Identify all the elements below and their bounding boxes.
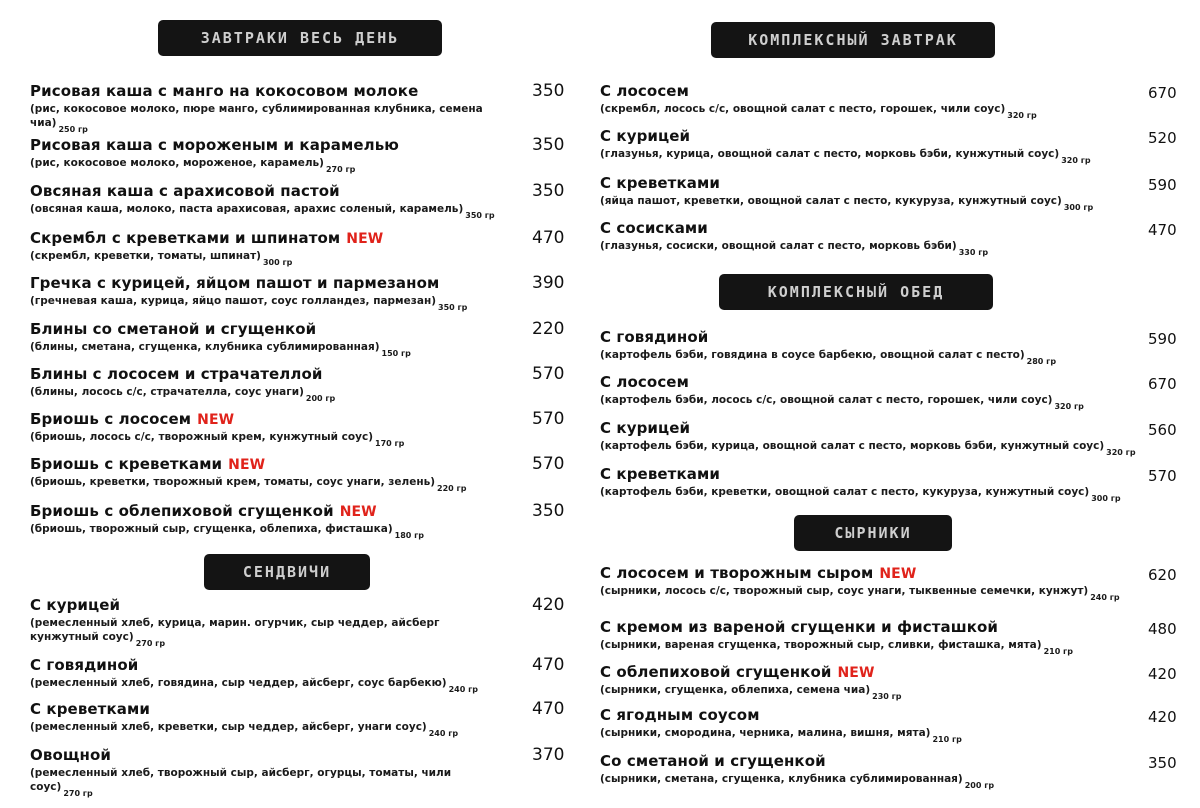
item-name-text: Бриошь с облепиховой сгущенкой [30, 502, 334, 520]
item-ingredients: (ремесленный хлеб, творожный сыр, айсберг, огурцы, томаты, чили соус) [30, 767, 452, 793]
item-name [600, 465, 720, 483]
item-weight: 330 гр [958, 248, 989, 257]
item-name [30, 365, 322, 383]
item-description [30, 294, 500, 315]
item-name-text: Рисовая каша с манго на кокосовом молоке [30, 82, 419, 100]
item-ingredients: (сырники, сметана, сгущенка, клубника сублимированная) [600, 773, 963, 785]
item-description [600, 439, 1140, 460]
item-weight: 350 гр [465, 211, 495, 220]
item-name [600, 663, 875, 681]
item-description [600, 485, 1140, 506]
item-ingredients: (ремесленный хлеб, креветки, сыр чеддер, айсберг, унаги соус) [30, 721, 427, 733]
item-description [30, 430, 500, 451]
item-price: 420 [1148, 665, 1177, 683]
item-price: 670 [1148, 84, 1177, 102]
item-weight: 280 гр [1026, 357, 1057, 366]
item-price: 420 [532, 595, 565, 615]
item-price: 220 [532, 319, 565, 339]
item-description [600, 584, 1140, 605]
item-weight: 210 гр [932, 735, 962, 744]
item-description [30, 156, 500, 177]
item-name [30, 455, 265, 473]
item-ingredients: (яйца пашот, креветки, овощной салат с песто, кукуруза, кунжутный соус) [600, 195, 1062, 207]
item-ingredients: (сырники, сгущенка, облепиха, семена чиа) [600, 684, 871, 696]
item-description [600, 102, 1140, 123]
item-ingredients: (сырники, лосось с/с, творожный сыр, соус унаги, тыквенные семечки, кунжут) [600, 585, 1089, 597]
item-ingredients: (бриошь, креветки, творожный крем, томаты, соус унаги, зелень) [30, 476, 436, 488]
item-ingredients: (глазунья, сосиски, овощной салат с песто, морковь бэби) [600, 240, 957, 252]
item-name [30, 656, 138, 674]
item-price: 590 [1148, 176, 1177, 194]
item-price: 350 [532, 501, 565, 521]
item-name-text: С сосисками [600, 219, 708, 237]
item-name [30, 136, 399, 154]
item-name-text: Блины с лососем и страчателлой [30, 365, 323, 383]
item-price: 470 [532, 699, 565, 719]
item-name-text: С лососем [600, 373, 689, 391]
item-weight: 300 гр [262, 258, 293, 267]
item-weight: 320 гр [1106, 448, 1136, 457]
section-header-sandwiches: СЕНДВИЧИ [204, 554, 370, 590]
item-name [600, 419, 690, 437]
item-name-text: С лососем [600, 82, 689, 100]
item-weight: 220 гр [437, 484, 467, 493]
item-price: 420 [1148, 708, 1177, 726]
item-name [30, 274, 439, 292]
item-ingredients: (гречневая каша, курица, яйцо пашот, соус голландез, пармезан) [30, 295, 436, 307]
item-description [30, 522, 500, 543]
item-ingredients: (сырники, смородина, черника, малина, вишня, мята) [600, 727, 931, 739]
item-weight: 270 гр [63, 789, 93, 798]
item-name [30, 502, 377, 520]
item-name-text: С курицей [600, 419, 691, 437]
item-weight: 210 гр [1043, 647, 1073, 656]
item-description [600, 726, 1140, 747]
item-name-text: Овсяная каша с арахисовой пастой [30, 182, 340, 200]
item-weight: 350 гр [438, 303, 468, 312]
item-price: 570 [532, 364, 565, 384]
item-ingredients: (блины, лосось с/с, страчателла, соус унаги) [30, 386, 304, 398]
item-ingredients: (картофель бэби, курица, овощной салат с песто, морковь бэби, кунжутный соус) [600, 440, 1105, 452]
item-description [30, 340, 500, 361]
item-name-text: С говядиной [600, 328, 709, 346]
item-name-text: Гречка с курицей, яйцом пашот и пармезаном [30, 274, 440, 292]
item-price: 390 [532, 273, 565, 293]
item-name [600, 706, 760, 724]
item-price: 570 [1148, 467, 1177, 485]
item-name [600, 618, 998, 636]
section-header-combo-breakfast: КОМПЛЕКСНЫЙ ЗАВТРАК [711, 22, 995, 58]
item-weight: 170 гр [375, 439, 405, 448]
item-weight: 200 гр [964, 781, 995, 790]
item-description [30, 616, 500, 651]
item-name [600, 373, 689, 391]
item-name-text: С креветками [30, 700, 150, 718]
item-description [600, 393, 1140, 414]
item-ingredients: (картофель бэби, говядина в соусе барбекю, овощной салат с песто) [600, 349, 1025, 361]
new-badge: NEW [197, 412, 235, 428]
item-price: 470 [532, 228, 565, 248]
item-description [600, 638, 1140, 659]
item-price: 350 [532, 181, 565, 201]
item-ingredients: (картофель бэби, лосось с/с, овощной салат с песто, горошек, чили соус) [600, 394, 1053, 406]
item-ingredients: (бриошь, творожный сыр, сгущенка, облепиха, фисташка) [30, 523, 393, 535]
item-price: 620 [1148, 566, 1177, 584]
section-header-combo-lunch: КОМПЛЕКСНЫЙ ОБЕД [719, 274, 993, 310]
item-name [600, 328, 708, 346]
new-badge: NEW [339, 504, 377, 520]
item-name [30, 320, 316, 338]
item-price: 570 [532, 454, 565, 474]
item-name [30, 700, 150, 718]
item-name [30, 82, 418, 100]
item-name-text: С креветками [600, 465, 720, 483]
item-description [600, 239, 1140, 260]
item-name-text: С ягодным соусом [600, 706, 760, 724]
item-name [600, 174, 720, 192]
item-ingredients: (ремесленный хлеб, говядина, сыр чеддер, айсберг, соус барбекю) [30, 677, 447, 689]
item-name [30, 229, 383, 247]
item-price: 560 [1148, 421, 1177, 439]
item-name-text: Бриошь с лососем [30, 410, 192, 428]
item-name [30, 410, 234, 428]
item-price: 350 [1148, 754, 1177, 772]
item-description [30, 202, 500, 223]
item-price: 470 [532, 655, 565, 675]
item-weight: 180 гр [394, 531, 425, 540]
item-name [600, 752, 826, 770]
item-name-text: С креветками [600, 174, 720, 192]
new-badge: NEW [228, 457, 266, 473]
item-ingredients: (глазунья, курица, овощной салат с песто, морковь бэби, кунжутный соус) [600, 148, 1060, 160]
item-description [30, 720, 500, 741]
item-description [30, 385, 500, 406]
item-description [30, 766, 500, 801]
item-name-text: С облепиховой сгущенкой [600, 663, 832, 681]
new-badge: NEW [837, 665, 875, 681]
item-price: 670 [1148, 375, 1177, 393]
item-description [600, 348, 1140, 369]
item-weight: 270 гр [325, 165, 356, 174]
new-badge: NEW [879, 566, 917, 582]
item-description [600, 772, 1140, 793]
item-description [600, 683, 1140, 704]
item-description [600, 194, 1140, 215]
item-description [30, 102, 500, 137]
item-weight: 320 гр [1007, 111, 1037, 120]
item-description [30, 475, 500, 496]
item-weight: 250 гр [58, 125, 88, 134]
item-ingredients: (рис, кокосовое молоко, пюре манго, сублимированная клубника, семена чиа) [30, 103, 483, 129]
item-weight: 150 гр [381, 349, 411, 358]
item-weight: 270 гр [135, 639, 166, 648]
item-weight: 300 гр [1063, 203, 1094, 212]
item-name [600, 219, 708, 237]
item-price: 470 [1148, 221, 1177, 239]
item-name-text: Рисовая каша с мороженым и карамелью [30, 136, 399, 154]
item-ingredients: (рис, кокосовое молоко, мороженое, карамель) [30, 157, 324, 169]
item-ingredients: (скрембл, лосось с/с, овощной салат с песто, горошек, чили соус) [600, 103, 1006, 115]
item-price: 480 [1148, 620, 1177, 638]
item-name-text: С курицей [600, 127, 691, 145]
item-weight: 240 гр [428, 729, 459, 738]
item-name-text: Бриошь с креветками [30, 455, 223, 473]
item-name-text: С лососем и творожным сыром [600, 564, 874, 582]
item-ingredients: (блины, сметана, сгущенка, клубника сублимированная) [30, 341, 380, 353]
item-price: 370 [532, 745, 565, 765]
item-name [30, 182, 340, 200]
item-ingredients: (сырники, вареная сгущенка, творожный сыр, сливки, фисташка, мята) [600, 639, 1042, 651]
item-description [600, 147, 1140, 168]
item-price: 350 [532, 135, 565, 155]
item-weight: 320 гр [1054, 402, 1084, 411]
item-name-text: Со сметаной и сгущенкой [600, 752, 826, 770]
item-description [30, 249, 500, 270]
item-name [30, 596, 120, 614]
item-price: 590 [1148, 330, 1177, 348]
item-name [600, 564, 916, 582]
item-name-text: С кремом из вареной сгущенки и фисташкой [600, 618, 999, 636]
item-weight: 320 гр [1061, 156, 1091, 165]
item-ingredients: (овсяная каша, молоко, паста арахисовая, арахис соленый, карамель) [30, 203, 464, 215]
item-description [30, 676, 500, 697]
item-name-text: Скрембл с креветками и шпинатом [30, 229, 341, 247]
item-weight: 300 гр [1091, 494, 1121, 503]
item-name-text: Блины со сметаной и сгущенкой [30, 320, 317, 338]
item-name [600, 127, 690, 145]
section-header-syrniki: СЫРНИКИ [794, 515, 952, 551]
new-badge: NEW [346, 231, 384, 247]
item-name [30, 746, 111, 764]
item-price: 570 [532, 409, 565, 429]
item-price: 350 [532, 81, 565, 101]
item-name-text: Овощной [30, 746, 112, 764]
item-weight: 240 гр [1090, 593, 1120, 602]
item-weight: 230 гр [872, 692, 902, 701]
item-name [600, 82, 689, 100]
section-header-breakfast: ЗАВТРАКИ ВЕСЬ ДЕНЬ [158, 20, 442, 56]
item-ingredients: (скрембл, креветки, томаты, шпинат) [30, 250, 261, 262]
item-weight: 240 гр [448, 685, 478, 694]
item-name-text: С курицей [30, 596, 121, 614]
item-ingredients: (бриошь, лосось с/с, творожный крем, кунжутный соус) [30, 431, 373, 443]
item-weight: 200 гр [305, 394, 336, 403]
item-ingredients: (картофель бэби, креветки, овощной салат с песто, кукуруза, кунжутный соус) [600, 486, 1090, 498]
item-ingredients: (ремесленный хлеб, курица, марин. огурчик, сыр чеддер, айсберг кунжутный соус) [30, 617, 440, 643]
item-name-text: С говядиной [30, 656, 139, 674]
item-price: 520 [1148, 129, 1177, 147]
